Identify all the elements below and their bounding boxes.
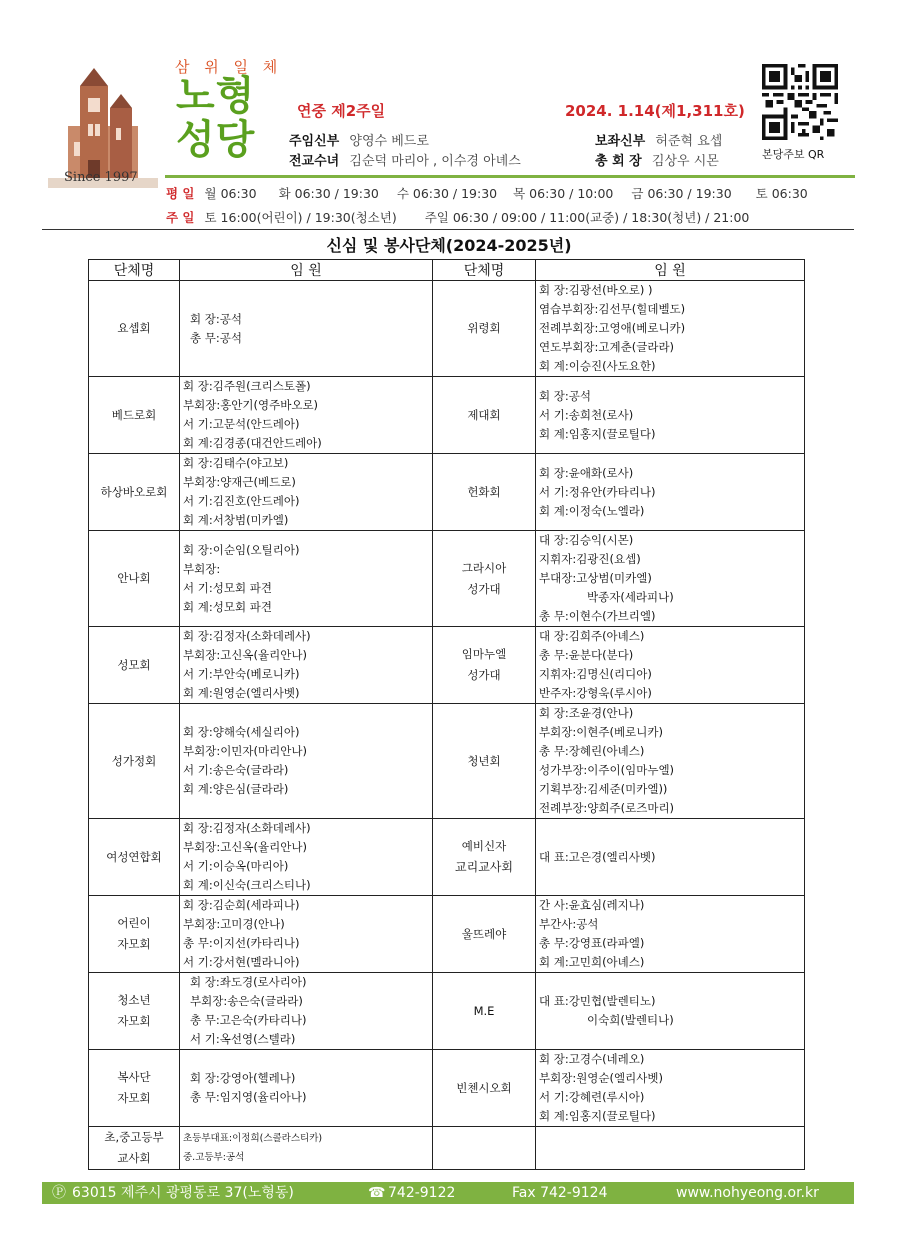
- member-entry: 회 장:김주원(크리스토폴): [183, 379, 311, 393]
- member-entry: 부회장:고미경(안나): [183, 917, 285, 931]
- table-row: [89, 1127, 805, 1170]
- staff-sisters: 전교수녀 김순덕 마리아 , 이수경 아녜스: [289, 154, 521, 169]
- member-entry: 초등부대표:이정희(스콜라스티카): [183, 1133, 323, 1144]
- group-name: 성가대: [467, 668, 501, 682]
- member-entry: 회 장:좌도경(로사리아): [190, 975, 307, 989]
- member-entry: 회 계:이신숙(크리스티나): [183, 878, 311, 892]
- members-cell: [536, 1050, 805, 1127]
- group-name-cell: [433, 819, 536, 896]
- members-cell: [536, 377, 805, 454]
- member-entry: 서 기:부안숙(베로니카): [183, 667, 300, 681]
- member-entry: 대 표:고은경(엘리사벳): [539, 849, 656, 864]
- group-name: 복사단: [117, 1070, 151, 1084]
- member-entry: 전례부장:양희주(로즈마리): [539, 801, 675, 815]
- table-row: [89, 627, 805, 704]
- staff-assistant: 보좌신부 허준혁 요셉: [595, 134, 723, 149]
- member-entry: 회 장:김정자(소화데레사): [183, 821, 311, 835]
- group-name-cell: [433, 281, 536, 377]
- group-name-cell: [433, 896, 536, 973]
- group-name: 청년회: [467, 753, 501, 768]
- group-name: 위령회: [467, 321, 501, 335]
- member-entry: 회 장:김순희(세라피나): [183, 898, 300, 912]
- members-cell: [180, 819, 433, 896]
- members-cell: [180, 1050, 433, 1127]
- member-entry: 총 무:강영표(라파엘): [539, 936, 645, 950]
- col-header-members: 임 원: [536, 260, 805, 281]
- member-entry: 부회장:송은숙(글라라): [190, 994, 303, 1008]
- member-entry: 성가부장:이주이(임마누엘): [539, 763, 675, 777]
- member-entry: 회 장:양해숙(세실리아): [183, 725, 300, 739]
- member-entry: 부회장:고신옥(율리안나): [183, 840, 307, 854]
- member-entry: 서 기:옥선영(스텔라): [190, 1032, 296, 1046]
- member-entry: 대 표:강민협(발렌티노): [539, 994, 656, 1008]
- table-row: [89, 819, 805, 896]
- member-entry: 대 장:김승익(시몬): [539, 533, 634, 547]
- schedule-divider: [42, 229, 854, 230]
- member-entry: 회 계:임홍지(끌로틸다): [539, 1109, 656, 1123]
- member-entry: 서 기:정유안(카타리나): [539, 484, 656, 499]
- group-subname: 교리교사회: [455, 860, 513, 874]
- member-entry: 회 장:윤애화(로사): [539, 465, 634, 480]
- group-name-cell: [89, 704, 180, 819]
- table-row: [89, 896, 805, 973]
- member-entry: 회 계:원영순(엘리사벳): [183, 686, 300, 700]
- group-name-cell: [89, 281, 180, 377]
- group-name-cell: [89, 1127, 180, 1170]
- member-entry: 부간사:공석: [539, 917, 599, 931]
- group-name-cell: [89, 377, 180, 454]
- members-cell: [180, 704, 433, 819]
- member-entry: 부대장:고상범(미카엘): [539, 571, 652, 585]
- member-entry: 이숙희(발렌티나): [587, 1013, 674, 1027]
- member-entry: 서 기:송희천(로사): [539, 407, 634, 422]
- member-entry: 회 계:서창범(미카엘): [183, 513, 289, 527]
- liturgical-week: 연중 제2주일: [297, 102, 386, 120]
- group-name: 성모회: [117, 657, 151, 672]
- member-entry: 회 장:공석: [190, 311, 242, 326]
- member-entry: 회 계:이정숙(노엘라): [539, 503, 645, 518]
- group-name: 임마누엘: [461, 647, 507, 661]
- member-entry: 총 무:이지선(카타리나): [183, 936, 300, 950]
- group-name: 안나회: [117, 571, 151, 585]
- table-row: [89, 704, 805, 819]
- group-name: 헌화회: [467, 484, 501, 499]
- parish-name-line1: 노형: [176, 73, 256, 119]
- group-name: 자모회: [117, 1014, 151, 1028]
- footer-address: 63015 제주시 광평동로 37(노형동): [72, 1185, 294, 1201]
- member-entry: 지휘자:김광진(요셉): [539, 552, 641, 566]
- member-entry: 회 장:고경수(네레오): [539, 1052, 645, 1066]
- table-row: [89, 281, 805, 377]
- table-row: [89, 454, 805, 531]
- group-name: 요셉회: [117, 321, 151, 335]
- group-name-cell: [433, 973, 536, 1050]
- member-entry: 부회장:이민자(마리안나): [183, 744, 307, 758]
- members-cell: [536, 1127, 805, 1170]
- member-entry: 회 장:이순임(오틸리아): [183, 542, 300, 557]
- member-entry: 회 장:강영아(헬레나): [190, 1071, 296, 1085]
- group-name-cell: [89, 627, 180, 704]
- group-name-cell: [433, 1050, 536, 1127]
- members-cell: [180, 896, 433, 973]
- group-name: 울뜨레야: [461, 926, 507, 941]
- member-entry: 대 장:김희주(아녜스): [539, 629, 645, 643]
- members-cell: [180, 281, 433, 377]
- group-name: 여성연합회: [106, 849, 162, 864]
- group-name: 자모회: [117, 1091, 151, 1105]
- member-entry: 서 기:송은숙(글라라): [183, 763, 289, 777]
- member-entry: 총 무:이현수(가브리엘): [539, 609, 656, 623]
- group-name: 베드로회: [111, 407, 157, 422]
- member-entry: 회 장:김태수(야고보): [183, 456, 289, 470]
- member-entry: 회 계:성모회 파견: [183, 599, 272, 614]
- group-name: 교사회: [117, 1151, 151, 1165]
- table-header-row: [89, 260, 805, 281]
- member-entry: 반주자:강형욱(루시아): [539, 686, 652, 700]
- members-cell: [536, 896, 805, 973]
- member-entry: 회 장:조윤경(안나): [539, 706, 634, 720]
- members-cell: [536, 819, 805, 896]
- header-divider: [165, 175, 855, 178]
- member-entry: 부회장:양재근(베드로): [183, 475, 296, 489]
- footer-website[interactable]: www.nohyeong.or.kr: [676, 1185, 819, 1201]
- group-name: 초,중고등부: [104, 1130, 164, 1144]
- table-row: [89, 377, 805, 454]
- members-cell: [180, 531, 433, 627]
- group-name-cell: [433, 531, 536, 627]
- member-entry: 총 무:장혜린(아녜스): [539, 744, 645, 758]
- member-entry: 부회장:이현주(베로니카): [539, 725, 663, 739]
- weekday-schedule: 평 일 월 06:30 화 06:30 / 19:30 수 06:30 / 19:30 목 06:30 / 10:00 금 06:30 / 19:30 토 06:30: [166, 186, 808, 201]
- table-row: [89, 973, 805, 1050]
- group-name: 예비신자: [461, 839, 507, 853]
- group-name: 빈첸시오회: [456, 1080, 512, 1095]
- member-entry: 서 기:고문석(안드레아): [183, 417, 300, 431]
- member-entry: 서 기:김진호(안드레아): [183, 494, 300, 508]
- group-name: 청소년: [117, 993, 151, 1007]
- member-entry: 부회장:: [183, 561, 221, 576]
- group-name: 그라시아: [461, 560, 507, 575]
- group-name: 하상바오로회: [100, 484, 168, 499]
- member-entry: 중.고등부:공석: [183, 1152, 245, 1163]
- members-cell: [180, 627, 433, 704]
- group-name: M.E: [473, 1003, 495, 1018]
- member-entry: 부회장:고신옥(율리안나): [183, 648, 307, 662]
- group-name-cell: [89, 896, 180, 973]
- footer-fax: Fax 742-9124: [512, 1185, 608, 1201]
- group-name: 제대회: [467, 407, 501, 422]
- members-cell: [180, 973, 433, 1050]
- group-name-cell: [433, 1127, 536, 1170]
- members-cell: [536, 973, 805, 1050]
- members-cell: [536, 531, 805, 627]
- phone-icon: ☎: [368, 1185, 386, 1201]
- sunday-label: 주 일: [166, 210, 195, 225]
- col-header-group: 단체명: [89, 260, 180, 281]
- member-entry: 회 계:이승진(사도요한): [539, 359, 656, 373]
- member-entry: 회 장:김정자(소화데레사): [183, 629, 311, 643]
- group-name-cell: [433, 627, 536, 704]
- parish-name-line2: 성당: [176, 117, 256, 163]
- qr-code[interactable]: [762, 64, 838, 140]
- member-entry: 부회장:원영순(엘리사벳): [539, 1071, 663, 1085]
- group-name-cell: [89, 819, 180, 896]
- group-name: 성가대: [467, 581, 501, 596]
- members-cell: [536, 281, 805, 377]
- members-cell: [536, 704, 805, 819]
- parish-subtitle: 삼 위 일 체: [175, 58, 283, 76]
- member-entry: 서 기:강서현(멜라니아): [183, 955, 300, 969]
- group-name-cell: [89, 531, 180, 627]
- col-header-group: 단체명: [433, 260, 536, 281]
- members-cell: [536, 627, 805, 704]
- member-entry: 박종자(세라피나): [587, 590, 674, 604]
- member-entry: 간 사:윤효심(레지나): [539, 898, 645, 912]
- col-header-members: 임 원: [180, 260, 433, 281]
- member-entry: 회 계:고민희(아녜스): [539, 955, 645, 969]
- staff-president: 총 회 장 김상우 시몬: [595, 154, 719, 169]
- sunday-masses: 주일 06:30 / 09:00 / 11:00(교중) / 18:30(청년) / 21:00: [424, 210, 750, 225]
- saturday-eve-masses: 토 16:00(어린이) / 19:30(청소년): [204, 210, 397, 225]
- since-label: Since 1997: [64, 170, 138, 185]
- member-entry: 서 기:이승옥(마리아): [183, 859, 289, 873]
- group-name-cell: [433, 704, 536, 819]
- member-entry: 염습부회장:김선무(힐데벨도): [539, 302, 686, 316]
- sunday-schedule: [166, 208, 749, 226]
- member-entry: 총 무:공석: [190, 330, 242, 345]
- members-cell: [180, 377, 433, 454]
- group-name-cell: [89, 1050, 180, 1127]
- member-entry: 연도부회장:고계춘(글라라): [539, 340, 675, 354]
- organizations-table: [88, 259, 805, 1170]
- table-row: [89, 1050, 805, 1127]
- members-cell: [180, 454, 433, 531]
- location-icon: Ⓟ: [52, 1185, 66, 1201]
- member-entry: 회 계:임홍지(끌로틸다): [539, 426, 656, 441]
- member-entry: 지휘자:김명신(리디아): [539, 667, 652, 681]
- weekday-label: 평 일: [166, 186, 195, 201]
- group-name-cell: [433, 377, 536, 454]
- member-entry: 회 장:김광선(바오로) ): [539, 283, 653, 297]
- member-entry: 부회장:홍안기(영주바오로): [183, 398, 319, 412]
- member-entry: 서 기:강혜련(루시아): [539, 1090, 645, 1104]
- group-name: 어린이: [117, 916, 151, 930]
- member-entry: 총 무:임지영(율리아나): [190, 1090, 307, 1104]
- member-entry: 회 계:양은심(글라라): [183, 782, 289, 796]
- footer-phone: 742-9122: [388, 1185, 456, 1201]
- member-entry: 기획부장:김세준(미카엘)): [539, 782, 668, 796]
- group-name-cell: [89, 973, 180, 1050]
- group-name: 성가정회: [111, 753, 157, 768]
- bulletin-date: 2024. 1.14(제1,311호): [565, 102, 745, 120]
- staff-pastor: 주임신부 양영수 베드로: [289, 134, 429, 149]
- member-entry: 회 계:김경종(대건안드레아): [183, 436, 322, 450]
- footer-bar: [42, 1182, 854, 1204]
- member-entry: 회 장:공석: [539, 388, 591, 403]
- member-entry: 총 무:윤분다(분다): [539, 648, 634, 662]
- group-name: 자모회: [117, 937, 151, 951]
- member-entry: 서 기:성모회 파견: [183, 580, 272, 595]
- member-entry: 총 무:고은숙(카타리나): [190, 1013, 307, 1027]
- group-name-cell: [433, 454, 536, 531]
- members-cell: [536, 454, 805, 531]
- group-name-cell: [89, 454, 180, 531]
- table-row: [89, 531, 805, 627]
- qr-label: 본당주보 QR: [762, 148, 825, 161]
- table-title: 신심 및 봉사단체(2024-2025년): [326, 236, 572, 255]
- member-entry: 전례부회장:고영애(베로니카): [539, 321, 686, 335]
- members-cell: [180, 1127, 433, 1170]
